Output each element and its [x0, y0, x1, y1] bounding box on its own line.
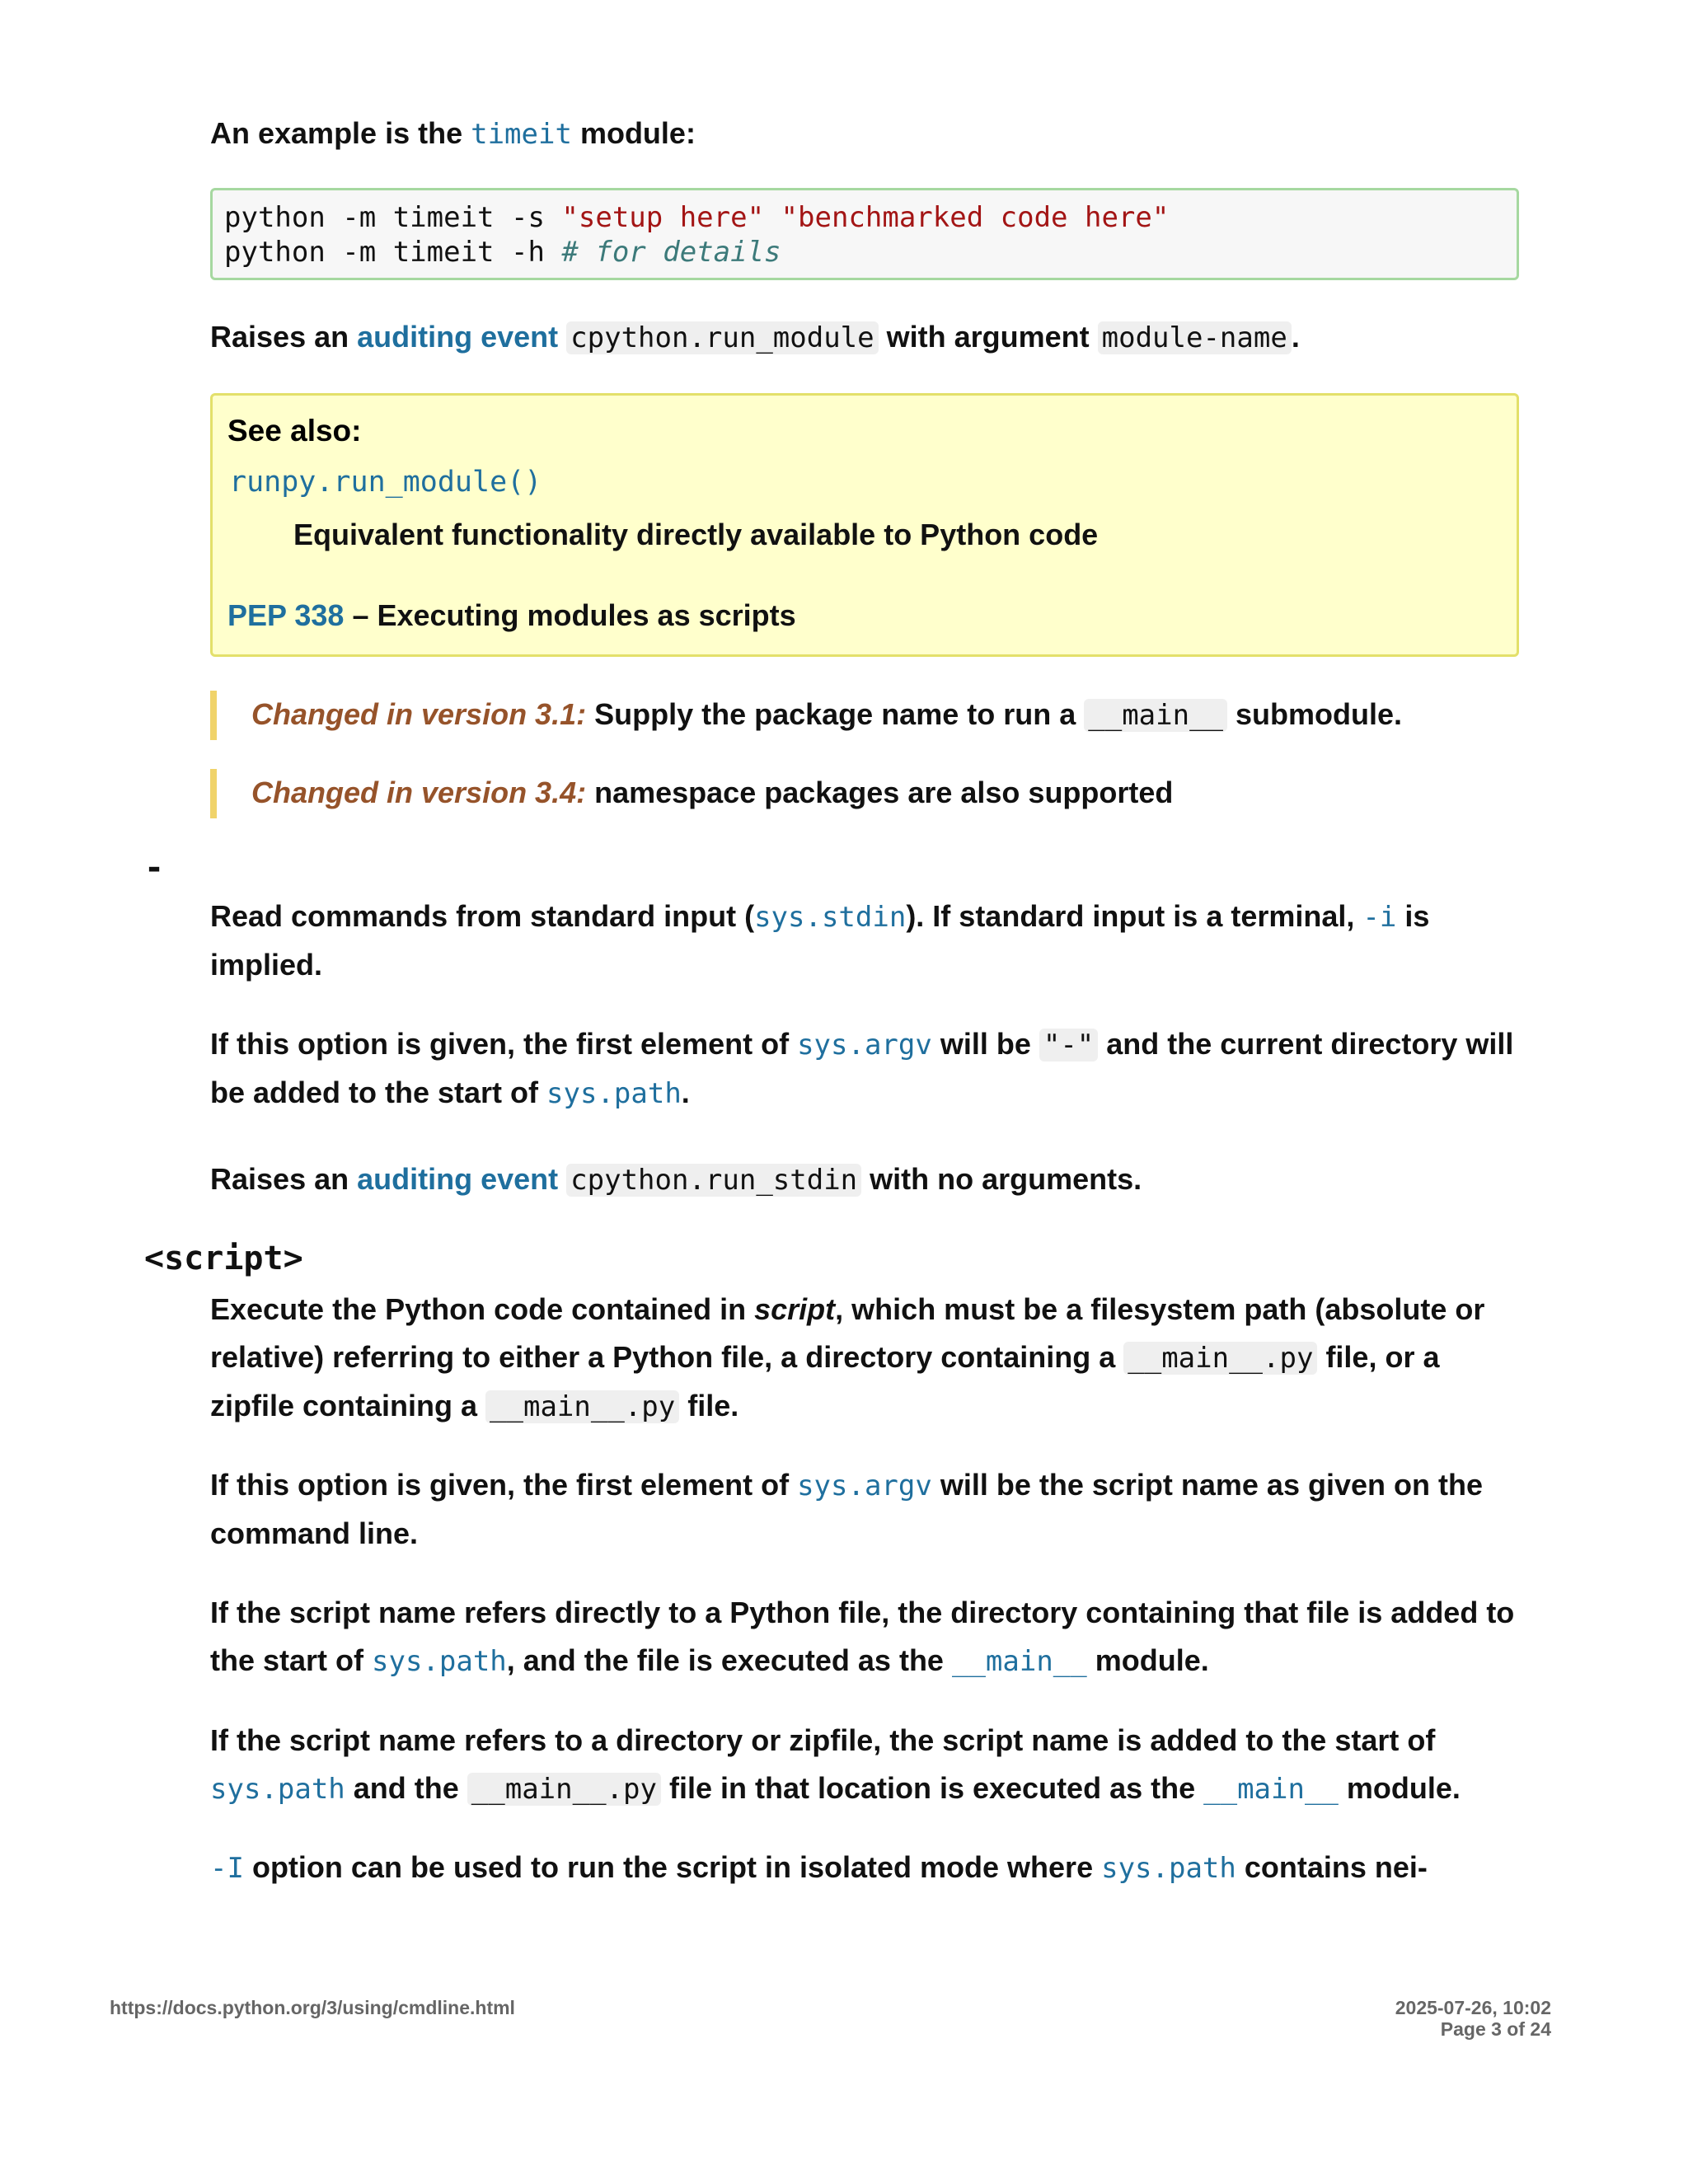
- script-p1-b: , which must be a filesystem path (absolute or relative) referring to either a Python file, a directory containing a: [210, 1292, 1485, 1374]
- dash-option-paragraph-3: [210, 1155, 1142, 1204]
- dash-p1-mid: ). If standard input is a terminal,: [906, 899, 1363, 933]
- sys-path-link[interactable]: sys.path: [546, 1077, 682, 1110]
- main-py-code-2: __main__.py: [485, 1390, 679, 1423]
- version-changed-3-1-label: Changed in version 3.1:: [251, 697, 587, 731]
- dash-p2-mid2: and the current directory will be added to the start of: [210, 1027, 1514, 1109]
- dash-p3-after: with no arguments.: [861, 1162, 1142, 1196]
- intro-text-before: An example is the: [210, 116, 471, 150]
- audit-run-module-paragraph: [210, 313, 1300, 362]
- script-p2-after: will be the script name as given on the command line.: [210, 1468, 1483, 1550]
- intro-paragraph: [210, 110, 696, 158]
- dash-p3-space: [558, 1162, 566, 1196]
- script-option-signature: <script>: [144, 1240, 303, 1277]
- timeit-module-link[interactable]: timeit: [471, 118, 572, 151]
- dash-option-paragraph-2: [210, 1020, 1529, 1118]
- auditing-event-link-2[interactable]: auditing event: [357, 1162, 559, 1196]
- pep-338-link[interactable]: PEP 338: [227, 598, 345, 632]
- version-changed-3-1-before: Supply the package name to run a: [586, 697, 1085, 731]
- code-line-1-separator: [764, 201, 781, 234]
- code-line-1: [224, 201, 1169, 234]
- main-py-code: __main__.py: [1123, 1342, 1317, 1375]
- option-I-link[interactable]: -I: [210, 1852, 244, 1885]
- footer-datetime: 2025-07-26, 10:02: [1395, 1997, 1551, 2018]
- script-p5-b: contains nei-: [1236, 1850, 1428, 1884]
- sys-path-link-3[interactable]: sys.path: [210, 1773, 345, 1806]
- dash-option-signature: -: [144, 849, 165, 887]
- pep-entry: [227, 592, 796, 640]
- script-option-paragraph-3: [210, 1589, 1529, 1685]
- dash-p3-before: Raises an: [210, 1162, 358, 1196]
- script-option-paragraph-1: [210, 1286, 1529, 1431]
- version-changed-3-1-text: [251, 691, 1402, 739]
- script-p1-d: file.: [679, 1389, 739, 1422]
- version-changed-3-4-body: namespace packages are also supported: [586, 776, 1174, 809]
- version-changed-3-4-text: [251, 769, 1173, 817]
- code-line-1-string-1: "setup here": [561, 201, 765, 234]
- version-changed-3-4-label: Changed in version 3.4:: [251, 776, 587, 809]
- version-changed-3-1-after: submodule.: [1227, 697, 1403, 731]
- dash-p1-before: Read commands from standard input (: [210, 899, 755, 933]
- main-submodule-code: __main__: [1084, 699, 1227, 732]
- script-p4-b: and the: [345, 1771, 467, 1805]
- dash-option-paragraph-1: [210, 893, 1529, 989]
- version-changed-note-3-4: [210, 769, 1173, 818]
- script-p4-c: file in that location is executed as the: [660, 1771, 1204, 1805]
- script-p2-before: If this option is given, the first element of: [210, 1468, 798, 1502]
- sys-path-link-2[interactable]: sys.path: [372, 1645, 507, 1678]
- sys-stdin-link[interactable]: sys.stdin: [754, 901, 907, 934]
- script-p3-a: If the script name refers directly to a Python file, the directory containing that file is added to the start of: [210, 1596, 1515, 1677]
- main-module-link-2[interactable]: __main__: [1203, 1773, 1339, 1806]
- dash-p1-after: is implied.: [210, 899, 1430, 982]
- run-stdin-event-code: cpython.run_stdin: [566, 1164, 861, 1197]
- footer-page-number: Page 3 of 24: [1440, 2018, 1551, 2040]
- sys-path-link-4[interactable]: sys.path: [1101, 1852, 1236, 1885]
- dash-p2-before: If this option is given, the first element of: [210, 1027, 798, 1061]
- dash-p2-mid: will be: [931, 1027, 1039, 1061]
- sys-argv-link[interactable]: sys.argv: [797, 1029, 932, 1062]
- argument-code: module-name: [1098, 321, 1292, 354]
- run-module-function-link[interactable]: runpy.run_module(): [229, 466, 542, 499]
- see-also-title: See also:: [227, 414, 362, 448]
- script-option-paragraph-5: [210, 1844, 1529, 1892]
- main-module-link[interactable]: __main__: [951, 1645, 1087, 1678]
- script-p1-c: file, or a zipfile containing a: [210, 1340, 1440, 1422]
- script-p1-emphasis: script: [754, 1292, 836, 1326]
- run-module-description: Equivalent functionality directly available to Python code: [293, 518, 1099, 551]
- sys-argv-link-2[interactable]: sys.argv: [797, 1469, 932, 1502]
- script-p3-b: , and the file is executed as the: [506, 1643, 952, 1677]
- audit-text-after: .: [1291, 320, 1300, 354]
- see-also-box: [210, 393, 1519, 657]
- dash-p2-after: .: [681, 1076, 690, 1109]
- script-option-paragraph-4: [210, 1717, 1529, 1813]
- footer-url: https://docs.python.org/3/using/cmdline.html: [110, 1997, 515, 2018]
- audit-space: [558, 320, 566, 354]
- auditing-event-link[interactable]: auditing event: [357, 320, 559, 354]
- code-block: [210, 188, 1519, 280]
- code-line-1-string-2: "benchmarked code here": [781, 201, 1170, 234]
- script-p4-a: If the script name refers to a directory or zipfile, the script name is added to the start of: [210, 1723, 1436, 1757]
- script-p4-d: module.: [1338, 1771, 1461, 1805]
- dash-literal-code: "-": [1039, 1029, 1098, 1062]
- intro-text-after: module:: [571, 116, 696, 150]
- pep-description: – Executing modules as scripts: [344, 598, 796, 632]
- script-option-paragraph-2: [210, 1461, 1529, 1558]
- code-line-2-command: python -m timeit -h: [224, 236, 562, 269]
- code-line-1-command: python -m timeit -s: [224, 201, 562, 234]
- script-p3-c: module.: [1086, 1643, 1209, 1677]
- event-name-code: cpython.run_module: [566, 321, 878, 354]
- code-line-2-comment: # for details: [561, 236, 781, 269]
- code-line-2: [224, 236, 781, 269]
- audit-text-before: Raises an: [210, 320, 358, 354]
- audit-text-mid: with argument: [878, 320, 1098, 354]
- script-p5-a: option can be used to run the script in isolated mode where: [243, 1850, 1102, 1884]
- version-changed-note-3-1: [210, 691, 1402, 740]
- script-p1-a: Execute the Python code contained in: [210, 1292, 755, 1326]
- option-i-link[interactable]: -i: [1362, 901, 1397, 934]
- main-py-code-3: __main__.py: [467, 1773, 661, 1806]
